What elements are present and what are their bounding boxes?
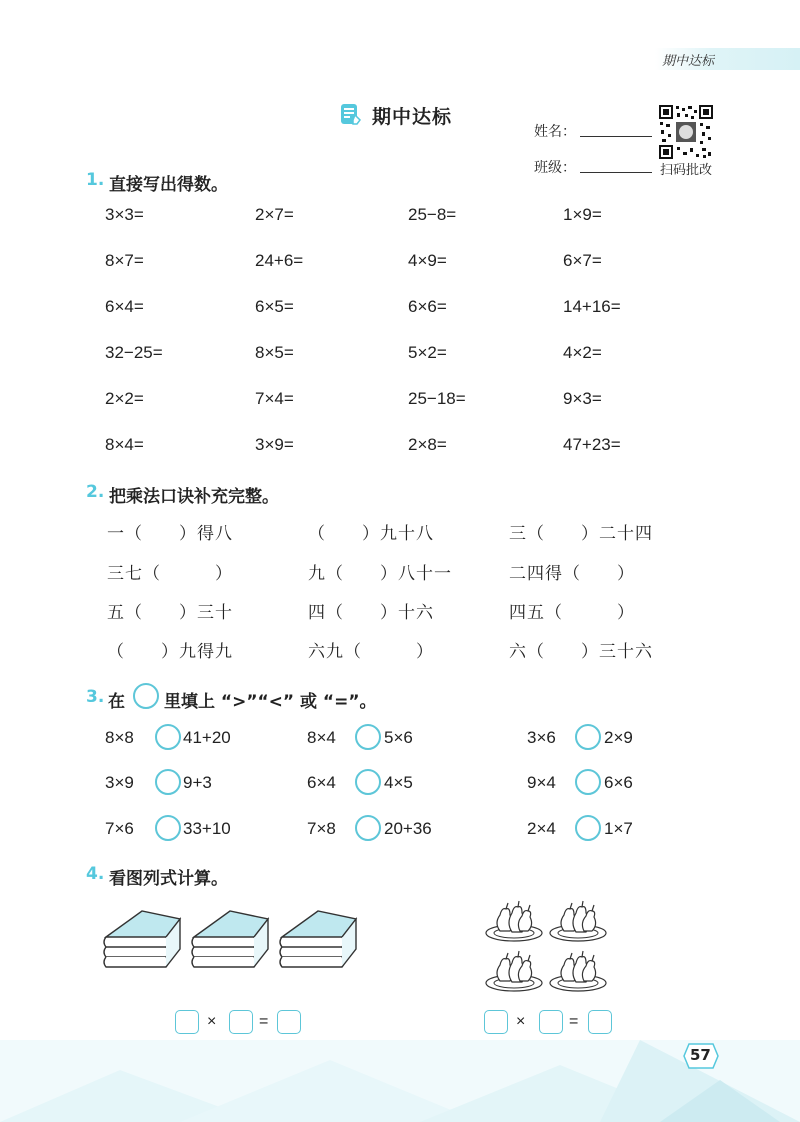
compare-right: 6×6 <box>604 773 633 792</box>
document-pencil-icon <box>340 103 362 127</box>
calc-item: 14+16= <box>563 297 621 316</box>
bottom-decoration <box>0 1040 800 1122</box>
calc-item: 25−18= <box>408 389 466 408</box>
calc-item: 6×7= <box>563 251 602 270</box>
calc-item: 5×2= <box>408 343 447 362</box>
section1-number: 1. <box>86 170 105 190</box>
compare-right: 20+36 <box>384 819 432 838</box>
calc-item: 4×2= <box>563 343 602 362</box>
qr-code-icon[interactable] <box>658 104 714 160</box>
calc-item: 3×9= <box>255 435 294 454</box>
compare-left: 2×4 <box>527 819 556 838</box>
equals-sign: = <box>259 1013 269 1030</box>
compare-right: 2×9 <box>604 728 633 747</box>
calc-item: 2×7= <box>255 205 294 224</box>
answer-box[interactable] <box>277 1010 301 1034</box>
answer-box[interactable] <box>588 1010 612 1034</box>
compare-answer-circle[interactable] <box>575 769 601 795</box>
answer-box[interactable] <box>175 1010 199 1034</box>
mnemonic-item: （ ）九十八 <box>308 524 434 544</box>
compare-answer-circle[interactable] <box>355 724 381 750</box>
calc-item: 24+6= <box>255 251 304 270</box>
page-title: 期中达标 <box>372 106 453 128</box>
section2-title: 把乘法口诀补充完整。 <box>109 487 279 507</box>
class-field[interactable] <box>580 171 652 173</box>
name-label: 姓名： <box>534 124 576 140</box>
section4-number: 4. <box>86 864 105 884</box>
compare-left: 3×9 <box>105 773 134 792</box>
class-label: 班级： <box>534 160 576 176</box>
mnemonic-item: 六九（ ） <box>308 642 434 662</box>
mnemonic-item: 四五（ ） <box>509 603 635 623</box>
calc-item: 2×8= <box>408 435 447 454</box>
section3-title-after: 里填上 “>”“<” 或 “=”。 <box>164 692 377 712</box>
calc-item: 6×6= <box>408 297 447 316</box>
qr-caption: 扫码批改 <box>660 163 713 178</box>
section4-title: 看图列式计算。 <box>109 869 228 889</box>
calc-item: 8×4= <box>105 435 144 454</box>
compare-right: 9+3 <box>183 773 212 792</box>
calc-item: 4×9= <box>408 251 447 270</box>
compare-left: 3×6 <box>527 728 556 747</box>
calc-item: 7×4= <box>255 389 294 408</box>
mnemonic-item: 五（ ）三十 <box>107 603 233 623</box>
calc-item: 9×3= <box>563 389 602 408</box>
calc-item: 8×7= <box>105 251 144 270</box>
compare-left: 8×8 <box>105 728 134 747</box>
compare-right: 1×7 <box>604 819 633 838</box>
calc-item: 1×9= <box>563 205 602 224</box>
calc-item: 6×4= <box>105 297 144 316</box>
compare-answer-circle[interactable] <box>355 815 381 841</box>
compare-right: 5×6 <box>384 728 413 747</box>
calc-item: 3×3= <box>105 205 144 224</box>
mnemonic-item: 三（ ）二十四 <box>509 524 653 544</box>
calc-item: 2×2= <box>105 389 144 408</box>
mnemonic-item: 二四得（ ） <box>509 564 635 584</box>
compare-left: 8×4 <box>307 728 336 747</box>
book-stacks-illustration <box>100 905 370 970</box>
compare-answer-circle[interactable] <box>575 724 601 750</box>
compare-answer-circle[interactable] <box>355 769 381 795</box>
compare-answer-circle[interactable] <box>155 769 181 795</box>
calc-item: 32−25= <box>105 343 163 362</box>
compare-answer-circle[interactable] <box>155 815 181 841</box>
compare-left: 7×8 <box>307 819 336 838</box>
compare-left: 7×6 <box>105 819 134 838</box>
calc-item: 47+23= <box>563 435 621 454</box>
compare-answer-circle[interactable] <box>155 724 181 750</box>
mnemonic-item: 九（ ）八十一 <box>308 564 452 584</box>
answer-box[interactable] <box>539 1010 563 1034</box>
compare-right: 41+20 <box>183 728 231 747</box>
equals-sign: = <box>569 1013 579 1030</box>
section2-number: 2. <box>86 482 105 502</box>
times-sign: × <box>207 1013 217 1030</box>
section3-title-before: 在 <box>108 692 125 712</box>
calc-item: 25−8= <box>408 205 457 224</box>
header-label: 期中达标 <box>662 54 715 69</box>
compare-left: 6×4 <box>307 773 336 792</box>
compare-left: 9×4 <box>527 773 556 792</box>
mnemonic-item: （ ）九得九 <box>107 642 233 662</box>
compare-right: 4×5 <box>384 773 413 792</box>
calc-item: 6×5= <box>255 297 294 316</box>
calc-item: 8×5= <box>255 343 294 362</box>
compare-answer-circle[interactable] <box>575 815 601 841</box>
mnemonic-item: 六（ ）三十六 <box>509 642 653 662</box>
times-sign: × <box>516 1013 526 1030</box>
mnemonic-item: 一（ ）得八 <box>107 524 233 544</box>
section1-title: 直接写出得数。 <box>109 175 228 195</box>
section3-number: 3. <box>86 687 105 707</box>
mnemonic-item: 四（ ）十六 <box>308 603 434 623</box>
page-number: 57 <box>690 1046 711 1064</box>
name-field[interactable] <box>580 135 652 137</box>
pear-plates-illustration <box>484 895 614 995</box>
compare-right: 33+10 <box>183 819 231 838</box>
title-circle-icon <box>133 683 159 709</box>
mnemonic-item: 三七（ ） <box>107 564 233 584</box>
answer-box[interactable] <box>484 1010 508 1034</box>
answer-box[interactable] <box>229 1010 253 1034</box>
